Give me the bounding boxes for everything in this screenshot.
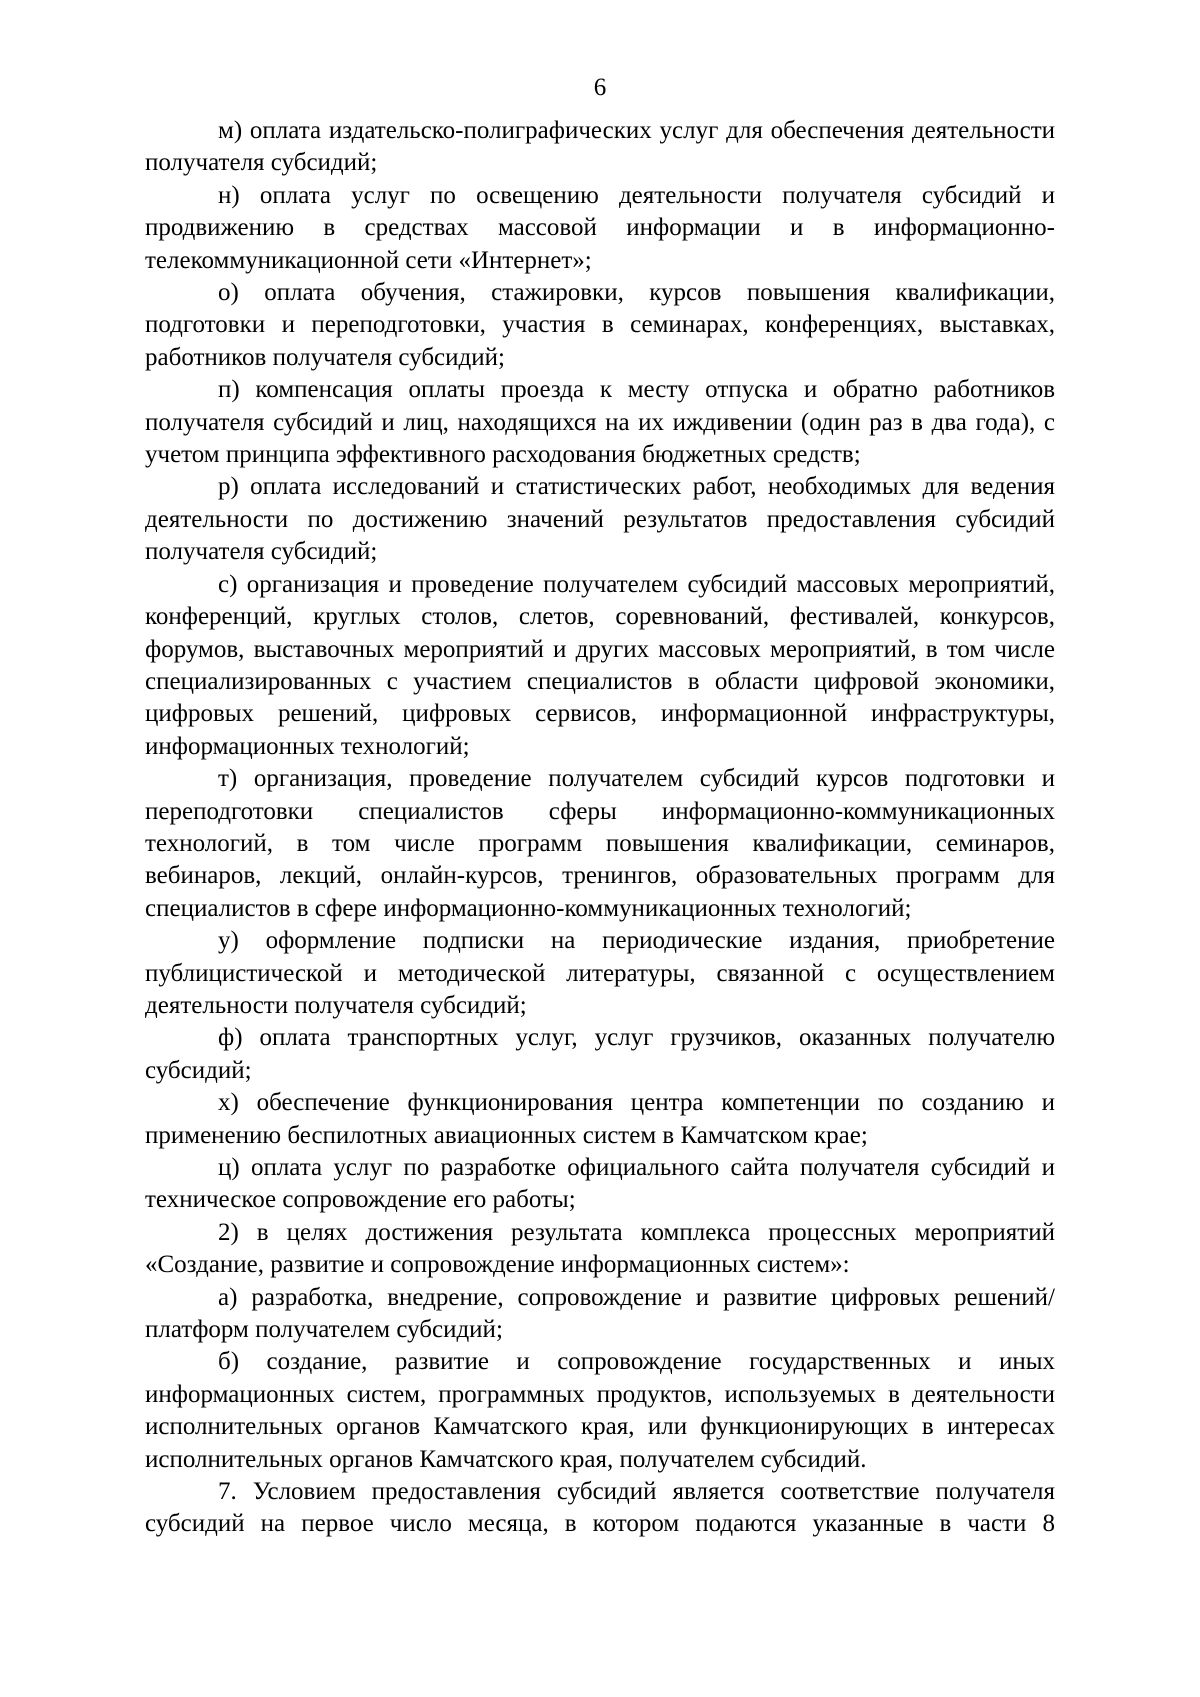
paragraph-item-b: б) создание, развитие и сопровождение государственных и иных информационных систем, программных продуктов, используемых в деятельности исполнительных органов Камчатского края, или функционирующих в интересах исполнительных органов Камчатского края, получателем субсидий.	[145, 1348, 1055, 1473]
paragraph-item-o: о) оплата обучения, стажировки, курсов повышения квалификации, подготовки и переподготовки, участия в семинарах, конференциях, выставках, работников получателя субсидий;	[145, 279, 1055, 371]
document-body	[145, 115, 1055, 1541]
paragraph-item-n: н) оплата услуг по освещению деятельности получателя субсидий и продвижению в средствах массовой информации и в информационно-телекоммуникационной сети «Интернет»;	[145, 181, 1055, 274]
page-number: 6	[593, 74, 607, 101]
paragraph-item-m: м) оплата издательско-полиграфических услуг для обеспечения деятельности получателя субсидий;	[145, 117, 1055, 177]
paragraph-item-r: р) оплата исследований и статистических работ, необходимых для ведения деятельности по достижению значений результатов предоставления субсидий получателя субсидий;	[145, 473, 1055, 566]
paragraph-item-t: т) организация, проведение получателем субсидий курсов подготовки и переподготовки специалистов сферы информационно-коммуникационных технологий, в том числе программ повышения квалификации, семинаров, вебинаров, лекций, онлайн-курсов, тренингов, образовательных программ для специалистов в сфере информационно-коммуникационных технологий;	[145, 765, 1055, 922]
paragraph-section-7: 7. Условием предоставления субсидий является соответствие получателя субсидий на первое число месяца, в котором подаются указанные в части 8	[145, 1478, 1055, 1538]
paragraph-item-ts: ц) оплата услуг по разработке официального сайта получателя субсидий и техническое сопровождение его работы;	[145, 1154, 1055, 1214]
paragraph-item-u: у) оформление подписки на периодические издания, приобретение публицистической и методической литературы, связанной с осуществлением деятельности получателя субсидий;	[145, 927, 1055, 1019]
paragraph-item-kh: х) обеспечение функционирования центра компетенции по созданию и применению беспилотных авиационных систем в Камчатском крае;	[145, 1089, 1055, 1149]
paragraph-item-f: ф) оплата транспортных услуг, услуг грузчиков, оказанных получателю субсидий;	[145, 1024, 1055, 1084]
paragraph-item-p: п) компенсация оплаты проезда к месту отпуска и обратно работников получателя субсидий и лиц, находящихся на их иждивении (один раз в два года), с учетом принципа эффективного расходования бюджетных средств;	[145, 376, 1055, 469]
paragraph-clause-2: 2) в целях достижения результата комплекса процессных мероприятий «Создание, развитие и сопровождение информационных систем»:	[145, 1218, 1055, 1279]
paragraph-item-a: а) разработка, внедрение, сопровождение и развитие цифровых решений/платформ получателем субсидий;	[145, 1283, 1055, 1344]
paragraph-item-s: с) организация и проведение получателем субсидий массовых мероприятий, конференций, круглых столов, слетов, соревнований, фестивалей, конкурсов, форумов, выставочных мероприятий и других массовых мероприятий, в том числе специализированных с участием специалистов в области цифровой экономики, цифровых решений, цифровых сервисов, информационной инфраструктуры, информационных технологий;	[145, 570, 1055, 760]
